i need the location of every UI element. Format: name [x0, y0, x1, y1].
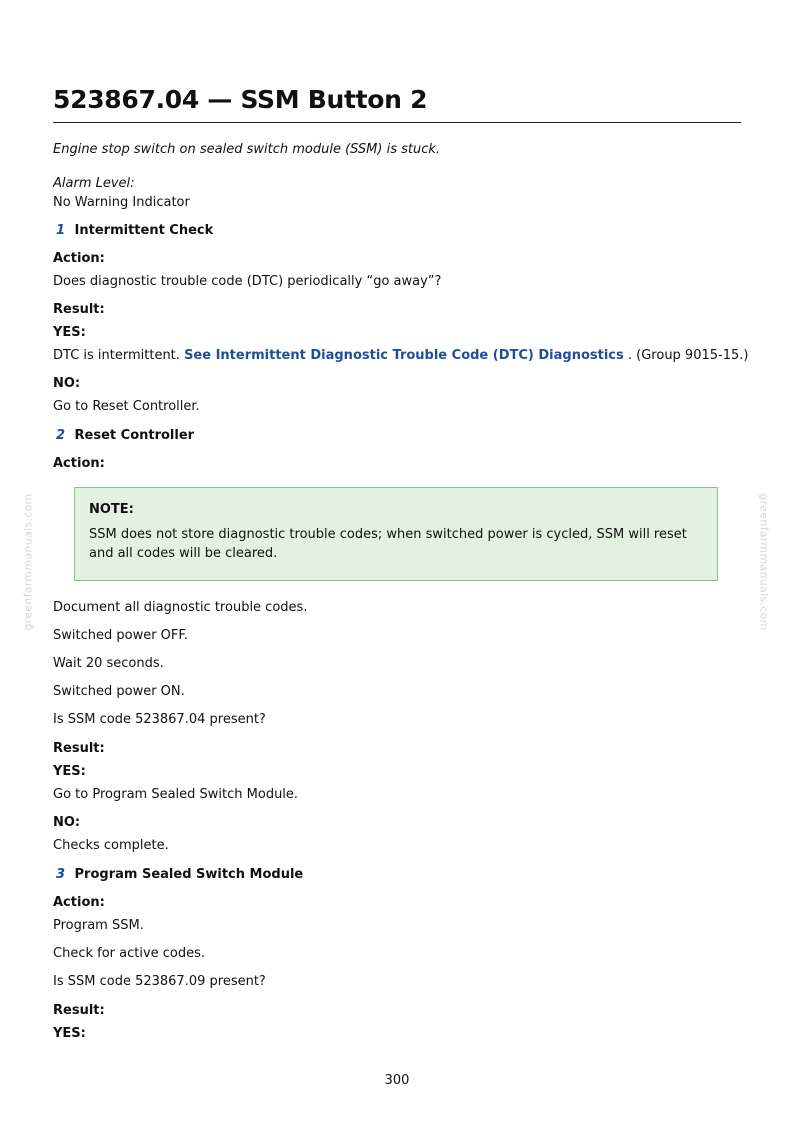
step-1-yes-label: YES:	[53, 325, 86, 340]
note-title: NOTE:	[89, 502, 134, 517]
step-2-line: Switched power ON.	[53, 684, 185, 699]
step-1-result-label: Result:	[53, 302, 105, 317]
step-1-no-text: Go to Reset Controller.	[53, 399, 200, 414]
step-2-line: Document all diagnostic trouble codes.	[53, 600, 308, 615]
watermark-left: greenfarmmanuals.com	[21, 493, 35, 631]
step-1-yes-text	[53, 347, 748, 365]
step-1-title: Intermittent Check	[74, 223, 214, 238]
page-title: 523867.04 — SSM Button 2	[53, 85, 428, 114]
step-1-no-label: NO:	[53, 376, 81, 391]
step-3-heading	[56, 866, 303, 884]
step-3-result-label: Result:	[53, 1003, 105, 1018]
step-2-yes-text: Go to Program Sealed Switch Module.	[53, 787, 299, 802]
step-2-number: 2	[56, 428, 66, 443]
step-1-action-label: Action:	[53, 251, 105, 266]
step-2-no-text: Checks complete.	[53, 838, 169, 853]
summary-text: Engine stop switch on sealed switch module (SSM) is stuck.	[53, 142, 441, 157]
step-3-number: 3	[56, 867, 66, 882]
step-1-heading	[56, 222, 213, 240]
step-2-heading	[56, 427, 194, 445]
note-box	[74, 487, 718, 581]
note-text: SSM does not store diagnostic trouble codes; when switched power is cycled, SSM will reset and all codes will be cleared.	[89, 527, 687, 561]
title-divider	[53, 122, 741, 123]
step-2-line: Wait 20 seconds.	[53, 656, 164, 671]
step-3-line: Check for active codes.	[53, 946, 206, 961]
step-1-number: 1	[56, 223, 66, 238]
step-3-yes-label: YES:	[53, 1026, 86, 1041]
step-3-action-label: Action:	[53, 895, 105, 910]
step-2-title: Reset Controller	[74, 428, 195, 443]
step-2-line: Switched power OFF.	[53, 628, 188, 643]
step-1-action-text: Does diagnostic trouble code (DTC) periodically “go away”?	[53, 274, 442, 289]
step-3-line: Program SSM.	[53, 918, 144, 933]
step-1-yes-suffix: . (Group 9015-15.)	[627, 348, 749, 363]
step-2-action-label: Action:	[53, 456, 105, 471]
intermittent-dtc-link[interactable]: See Intermittent Diagnostic Trouble Code (DTC) Diagnostics	[184, 348, 624, 363]
step-2-result-label: Result:	[53, 741, 105, 756]
page-number: 300	[384, 1073, 410, 1088]
alarm-level-value: No Warning Indicator	[53, 195, 190, 210]
step-2-yes-label: YES:	[53, 764, 86, 779]
step-2-no-label: NO:	[53, 815, 81, 830]
step-1-yes-prefix: DTC is intermittent.	[53, 348, 180, 363]
watermark-right: greenfarmmanuals.com	[757, 493, 771, 631]
alarm-level-label: Alarm Level:	[53, 176, 135, 191]
step-2-line: Is SSM code 523867.04 present?	[53, 712, 266, 727]
step-3-line: Is SSM code 523867.09 present?	[53, 974, 266, 989]
step-3-title: Program Sealed Switch Module	[74, 867, 304, 882]
